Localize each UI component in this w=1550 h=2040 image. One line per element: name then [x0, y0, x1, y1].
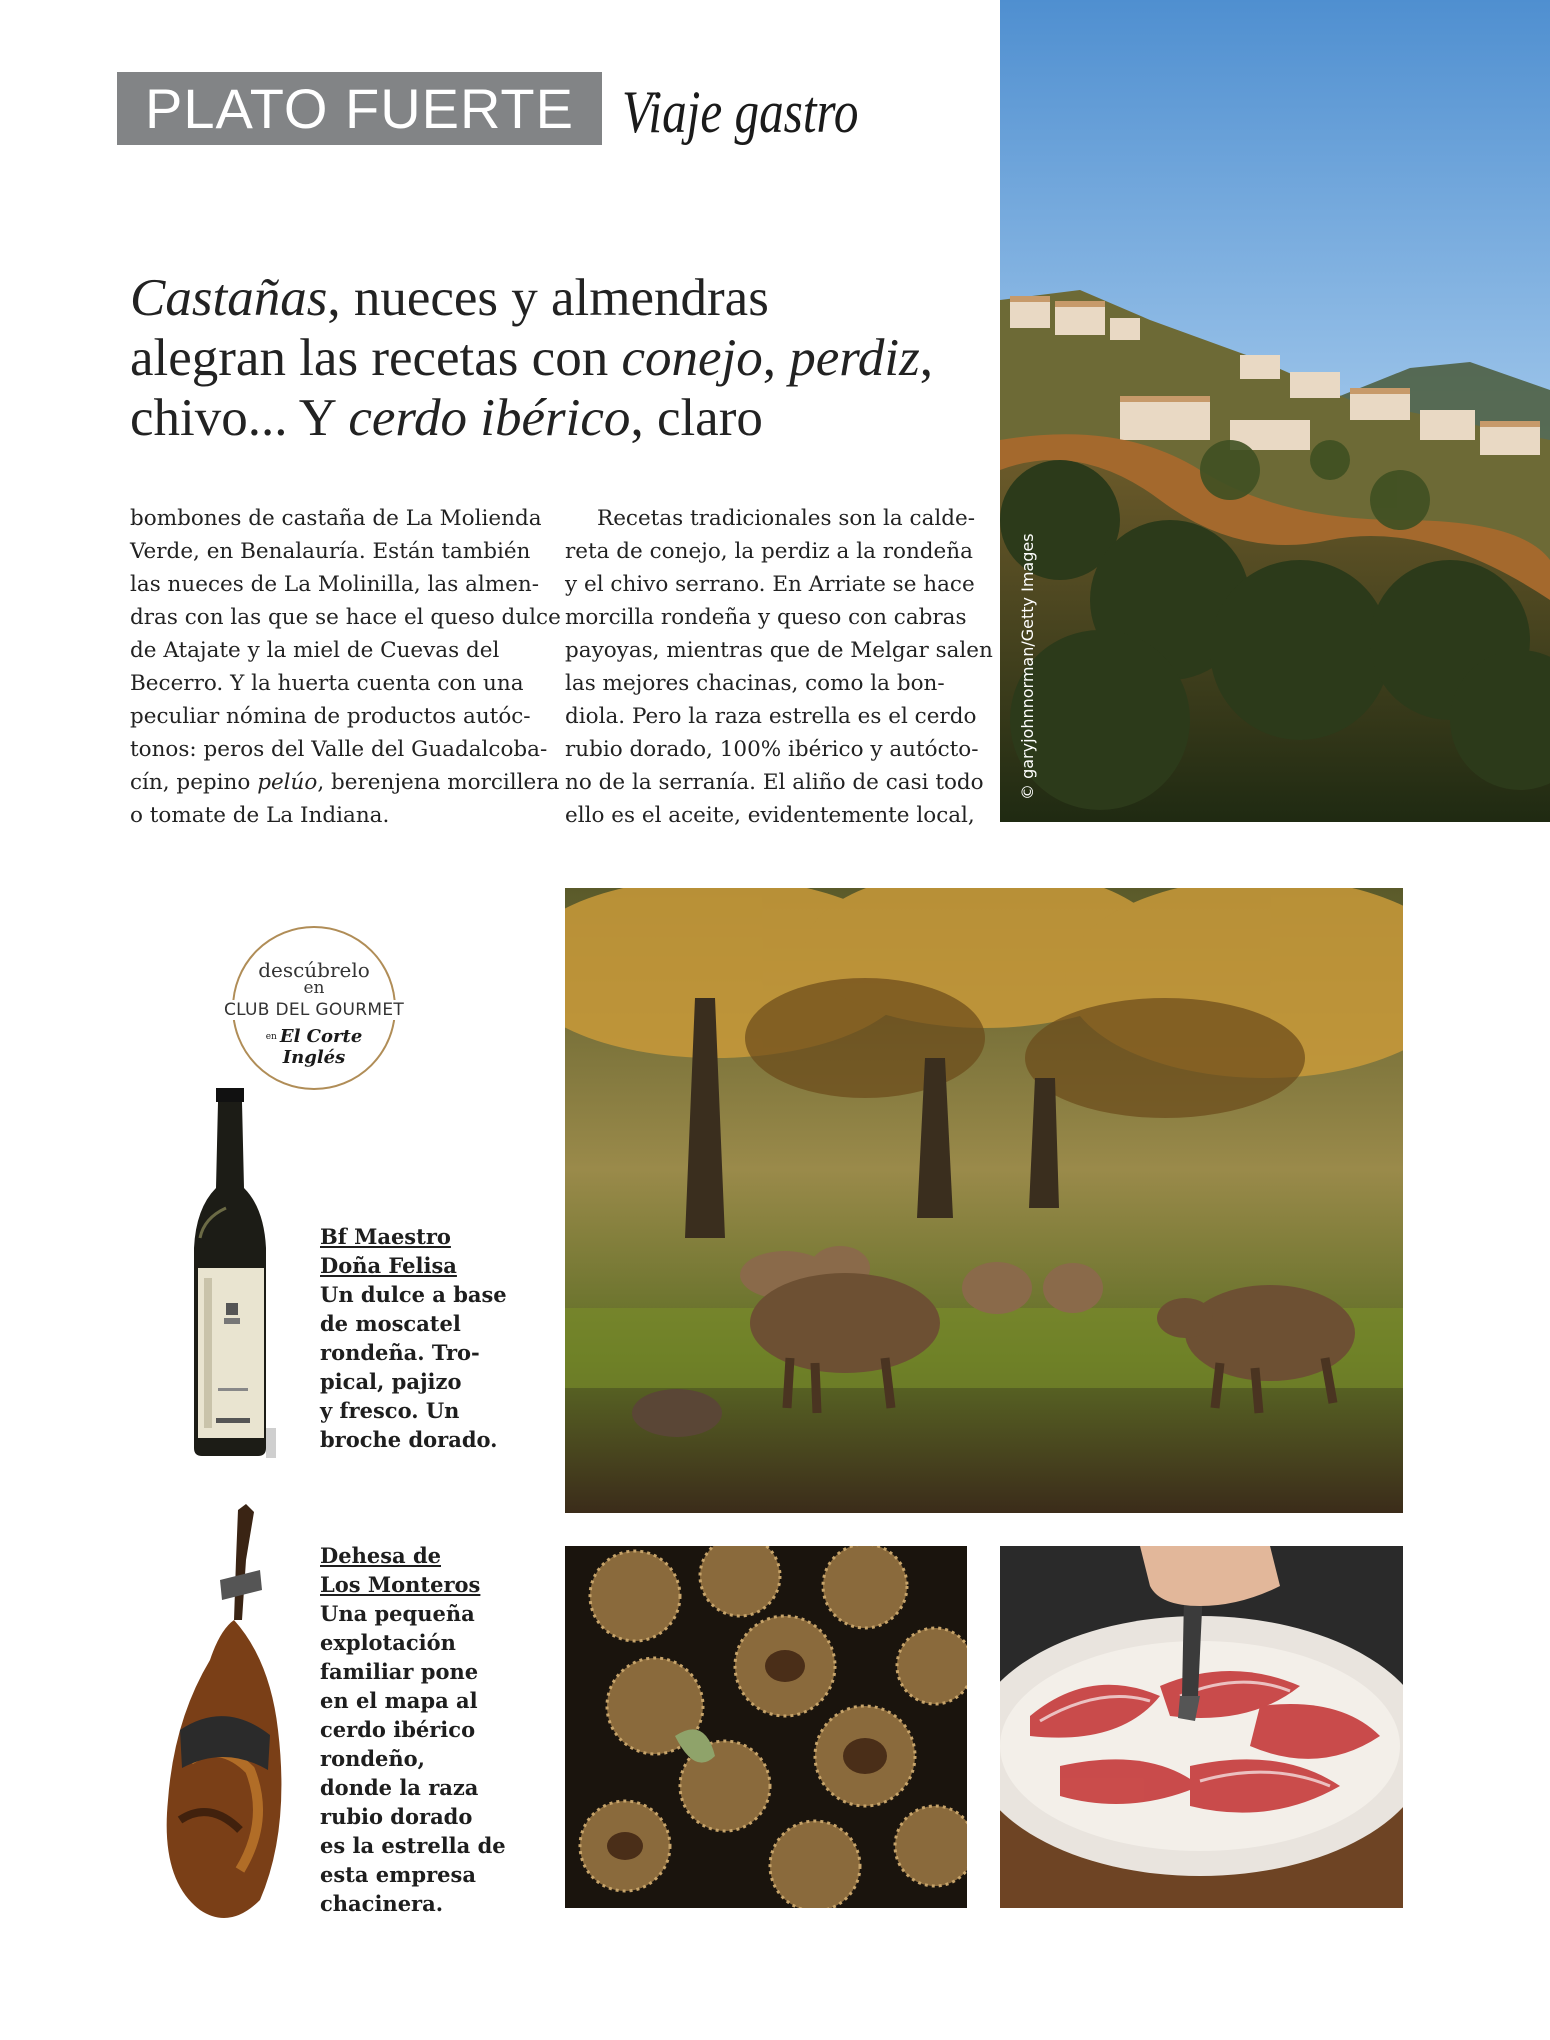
product-name[interactable]	[320, 1222, 510, 1280]
product-desc-line: Un dulce a base	[320, 1282, 507, 1307]
headline-italic: Castañas	[130, 269, 328, 327]
product-desc-line: rondeño,	[320, 1746, 425, 1771]
iberian-pigs-photo	[565, 888, 1403, 1513]
body-line: bombones de castaña de La Molienda	[130, 506, 542, 531]
product-desc-line: pical, pajizo	[320, 1369, 462, 1394]
badge-title: CLUB DEL GOURMET	[200, 1000, 428, 1020]
headline-text: ,	[762, 329, 790, 387]
headline-text: ,	[919, 329, 934, 387]
body-text: , berenjena morcillera	[317, 770, 560, 795]
body-line: no de la serranía. El aliño de casi todo	[565, 770, 984, 795]
product-name[interactable]	[320, 1541, 510, 1599]
sliced-jamon-photo	[1000, 1546, 1403, 1908]
body-line: dras con las que se hace el queso dulce	[130, 605, 561, 630]
product-desc-line: rondeña. Tro-	[320, 1340, 480, 1365]
wine-bottle-icon	[186, 1088, 276, 1468]
body-line: Recetas tradicionales son la calde-	[597, 506, 976, 531]
body-line: Verde, en Benalauría. Están también	[130, 539, 531, 564]
body-line: ello es el aceite, evidentemente local,	[565, 803, 975, 828]
product-desc-line: chacinera.	[320, 1891, 444, 1916]
headline-italic: conejo	[621, 329, 763, 387]
product-desc-line: Una pequeña	[320, 1601, 475, 1626]
product-desc-line: de moscatel	[320, 1311, 461, 1336]
brand-logo	[232, 1026, 396, 1068]
body-line: payoyas, mientras que de Melgar salen	[565, 638, 993, 663]
body-line: rubio dorado, 100% ibérico y autócto-	[565, 737, 979, 762]
body-line: diola. Pero la raza estrella es el cerdo	[565, 704, 977, 729]
body-line: y el chivo serrano. En Arriate se hace	[565, 572, 975, 597]
brand-name: El Corte Inglés	[279, 1026, 363, 1068]
headline	[130, 268, 990, 448]
body-line: peculiar nómina de productos autóc-	[130, 704, 531, 729]
body-line: las mejores chacinas, como la bon-	[565, 671, 945, 696]
ham-icon	[150, 1500, 300, 1930]
jamon-leg-image	[150, 1500, 300, 1930]
product-jamon	[320, 1541, 510, 1918]
headline-italic: perdiz	[789, 329, 920, 387]
body-line	[130, 766, 560, 799]
product-description	[320, 1280, 510, 1454]
product-desc-line: esta empresa	[320, 1862, 476, 1887]
product-description	[320, 1599, 510, 1918]
badge-line: en	[303, 978, 325, 998]
body-column-right	[565, 502, 993, 832]
product-desc-line: rubio dorado	[320, 1804, 473, 1829]
body-text: cín, pepino	[130, 770, 258, 795]
product-desc-line: explotación	[320, 1630, 456, 1655]
product-desc-line: donde la raza	[320, 1775, 479, 1800]
body-line: morcilla rondeña y queso con cabras	[565, 605, 967, 630]
body-line: reta de conejo, la perdiz a la rondeña	[565, 539, 973, 564]
village-landscape-illustration	[1000, 0, 1550, 822]
body-line: las nueces de La Molinilla, las almen-	[130, 572, 540, 597]
body-column-left	[130, 502, 561, 832]
headline-text: , nueces y almendras	[327, 269, 769, 327]
photo-credit: © garyjohnnorman/Getty Images	[1018, 533, 1037, 800]
product-desc-line: en el mapa al	[320, 1688, 478, 1713]
product-wine	[320, 1222, 510, 1454]
body-line: tonos: peros del Valle del Guadalcoba-	[130, 737, 548, 762]
jamon-plate-illustration	[1000, 1546, 1403, 1908]
village-photo	[1000, 0, 1550, 822]
product-desc-line: es la estrella de	[320, 1833, 506, 1858]
product-desc-line: familiar pone	[320, 1659, 479, 1684]
body-line: de Atajate y la miel de Cuevas del	[130, 638, 500, 663]
headline-text: chivo... Y	[130, 389, 349, 447]
wine-bottle-image	[186, 1088, 276, 1468]
product-name-line: Los Monteros	[320, 1572, 481, 1597]
product-name-line: Bf Maestro	[320, 1224, 451, 1249]
headline-text: , claro	[630, 389, 763, 447]
badge-line: descúbrelo	[258, 958, 370, 982]
badge-prefix: en	[265, 1032, 277, 1042]
chestnuts-illustration	[565, 1546, 967, 1908]
body-line: o tomate de La Indiana.	[130, 803, 390, 828]
chestnuts-photo	[565, 1546, 967, 1908]
product-name-line: Dehesa de	[320, 1543, 441, 1568]
subsection-title: Viaje gastro	[622, 79, 859, 145]
product-desc-line: y fresco. Un	[320, 1398, 460, 1423]
product-desc-line: broche dorado.	[320, 1427, 498, 1452]
body-italic: pelúo	[257, 770, 318, 795]
body-line: Becerro. Y la huerta cuenta con una	[130, 671, 524, 696]
headline-text: alegran las recetas con	[130, 329, 622, 387]
headline-italic: cerdo ibérico	[348, 389, 631, 447]
product-desc-line: cerdo ibérico	[320, 1717, 476, 1742]
product-name-line: Doña Felisa	[320, 1253, 457, 1278]
section-label: PLATO FUERTE	[117, 72, 602, 145]
pigs-illustration	[565, 888, 1403, 1513]
